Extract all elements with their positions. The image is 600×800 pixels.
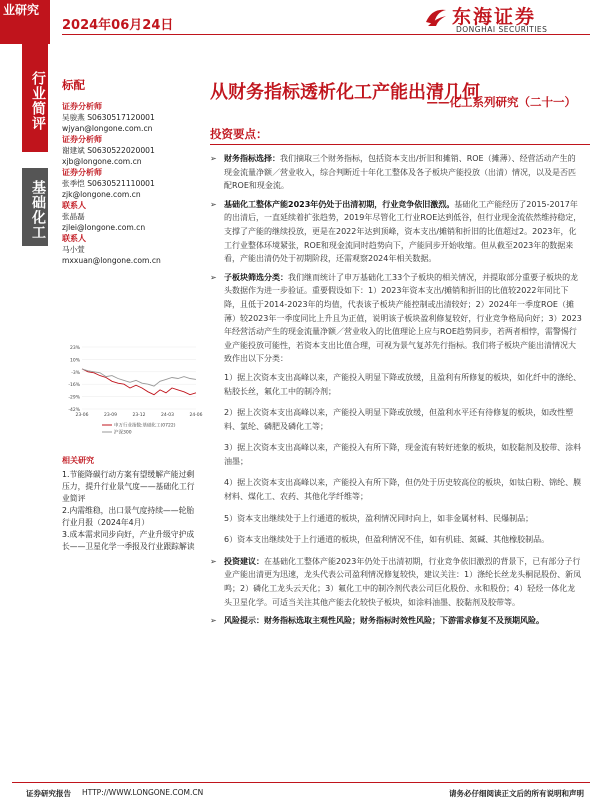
y-tick-label: 23% [69, 346, 80, 351]
bullet-risk-warning [210, 614, 582, 628]
header-divider [62, 34, 590, 35]
y-tick-label: -42% [68, 408, 80, 413]
legend-label: 沪深300 [114, 430, 132, 436]
bullet-overall-capacity [210, 198, 582, 266]
related-research-header: 相关研究 [62, 456, 94, 465]
logo-wave-icon [424, 4, 448, 28]
contact-name: 张晶磊 [62, 212, 85, 221]
key-points-divider [210, 144, 590, 145]
contact-label: 联系人 [62, 201, 86, 210]
bullet-arrow-icon: ➢ [210, 616, 217, 626]
bullet-arrow-icon: ➢ [210, 154, 217, 163]
analyst-label: 证券分析师 [62, 135, 102, 144]
footer-url[interactable]: HTTP://WWW.LONGONE.COM.CN [82, 788, 204, 797]
contact-name: 马小萱 [62, 245, 85, 254]
key-points-label: 投资要点： [210, 127, 268, 141]
x-tick-label: 23-09 [103, 413, 118, 418]
sidebar [62, 80, 200, 266]
section-tag-industry: 基础化工 [22, 168, 48, 246]
footer-disclaimer: 请务必仔细阅读正文后的所有说明和声明 [449, 789, 584, 798]
footer [12, 782, 590, 798]
bullet-text: 基础化工产能经历了2015-2017年的出清后，一直延续着扩张趋势，2019年尽管化工行业ROE达到低谷，但行业现金流依然维持稳定，支撑了产能的继续投放，更是在2022年达到顶峰，资本支出/摊销和折旧的比值超过2。2023年，化工行业整体环境紧张，ROE和现金流同时趋势向下，产能同步开始收缩。但从截至2023年的数据来看，产能出清仍处于初期阶段，还需观察2024年相关数据。 [224, 199, 582, 264]
analyst-name: 吴骏燕 S0630517120001 [62, 113, 155, 122]
bullet-lead: 投资建议： [224, 556, 264, 566]
report-title: 从财务指标透析化工产能出清几何 [210, 82, 480, 103]
bullet-lead: 子板块筛选分类： [224, 272, 288, 282]
analyst-block [62, 101, 200, 266]
x-tick-label: 23-12 [132, 413, 146, 418]
x-tick-label: 24-03 [160, 413, 175, 418]
related-research [62, 455, 200, 553]
category-item: 5）资本支出继续处于上行通道的板块，盈利情况同时向上，如非金属材料、民爆制品； [224, 513, 534, 523]
related-item[interactable]: 1.节能降碳行动方案有望缓解产能过剩压力，提升行业景气度——基础化工行业简评 [62, 470, 195, 503]
bullet-financial-indicators [210, 152, 582, 193]
bullet-text: 我们继而统计了申万基础化工33个子板块的相关情况，并提取部分重要子板块的龙头数据作为进一步验证。重要假设如下：1）2023年资本支出/摊销和折旧的比值较2022年同比下降，且低于2014-2023年的均值，代表该子板块产能控制或出清较好；2）2024年一季度ROE（摊薄）较2023年一季度同比上升且为正值，说明该子板块盈利修复较好，行业竞争格局向好；3）2023年经营活动产生的现金流量净额／营业收入的比值理论上应与ROE趋势同步，若两者相悖，需警惕行业产能投放可能性，若资本支出比值合理，可视为景气复苏先行指标。我们将子板块产能出清情况大致作出以下分类： [224, 272, 582, 364]
bullet-text: 财务指标选取主观性风险；财务指标时效性风险；下游需求修复不及预期风险。 [264, 616, 544, 626]
related-item[interactable]: 2.内需维稳，出口景气度持续——轮胎行业月报（2024年4月） [62, 506, 195, 527]
y-tick-label: -29% [68, 395, 80, 401]
bullet-arrow-icon: ➢ [210, 272, 217, 282]
y-tick-label: 10% [69, 358, 80, 364]
contact-email[interactable]: mxxuan@longone.com.cn [62, 256, 161, 265]
rating: 标配 [62, 78, 85, 92]
bullet-lead: 财务指标选择： [224, 154, 280, 163]
bullet-text: 在基础化工整体产能2023年仍处于出清初期，行业竞争依旧激烈的背景下，已有部分子行业产能出清更为迅速，龙头代表公司盈利情况修复较快，建议关注：1）涤纶长丝龙头桐昆股份、新凤鸣；2）磷化工龙头云天化；3）氟化工中的制冷剂代表公司巨化股份、永和股份；4）轻烃一体化龙头卫星化学。可适当关注其他产能去化较快子板块，如涂料油墨、胶黏剂及胶带等。 [224, 556, 582, 607]
analyst-name: 谢建斌 S0630522020001 [62, 146, 155, 155]
analyst-email[interactable]: zjk@longone.com.cn [62, 190, 141, 199]
report-date: 2024年06月24日 [62, 18, 174, 33]
related-item[interactable]: 3.成本需求同步向好，产业升级守护成长——卫星化学一季报及行业跟踪解读 [62, 530, 195, 551]
category-item: 4）据上次资本支出高峰以来，产能投入有所下降，但仍处于历史较高位的板块，如钛白粉、锦纶、膜材料、煤化工、农药、其他化学纤维等； [224, 478, 582, 502]
bullet-arrow-icon: ➢ [210, 199, 217, 209]
contact-label: 联系人 [62, 234, 86, 243]
category-item: 2）据上次资本支出高峰以来，产能投入明显下降或放缓，但盈利水平还有待修复的板块，如改性塑料、氯纶、磷肥及磷化工等； [224, 408, 574, 431]
legend-label: 申万行业指数:基础化工(0722) [114, 423, 176, 429]
bullet-text: 我们摘取三个财务指标，包括资本支出/折旧和摊销、ROE（摊薄）、经营活动产生的现金流量净额／营业收入，综合判断近十年化工整体及各子板块产能投放（出清）情况，以及是否匹配ROE和现金流。 [224, 154, 576, 191]
category-item: 6）资本支出继续处于上行通道的板块，但盈利情况不佳，如有机硅、氮碱、其他橡胶制品。 [224, 535, 550, 545]
logo-text-cn: 东海证券 [452, 6, 537, 28]
analyst-email[interactable]: wjyan@longone.com.cn [62, 124, 153, 133]
section-tag-brief: 行业简评 [22, 44, 48, 152]
bullet-arrow-icon: ➢ [210, 556, 217, 566]
bullet-lead: 风险提示： [224, 616, 264, 626]
bullet-investment-advice [210, 555, 582, 609]
company-logo [424, 2, 594, 34]
x-tick-label: 24-06 [189, 413, 203, 418]
analyst-label: 证券分析师 [62, 102, 102, 111]
category-item: 3）据上次资本支出高峰以来，产能投入有所下降，现金流有转好迹象的板块，如胶黏剂及胶带、涂料油墨； [224, 443, 582, 466]
contact-email[interactable]: zjlei@longone.com.cn [62, 223, 146, 232]
y-tick-label: -3% [71, 370, 80, 376]
footer-label: 证券研究报告 [26, 789, 71, 798]
bullet-subsector-screening [210, 271, 582, 366]
bullet-lead: 基础化工整体产能2023年仍处于出清初期，行业竞争依旧激烈。 [224, 199, 455, 209]
report-type-banner: 业研究 [0, 0, 50, 44]
analyst-label: 证券分析师 [62, 168, 102, 177]
logo-text-en: DONGHAI SECURITIES [456, 25, 548, 34]
y-tick-label: -16% [68, 383, 80, 389]
x-tick-label: 23-06 [75, 413, 89, 418]
main-content [210, 152, 582, 633]
series-line-1 [82, 369, 196, 386]
category-item: 1）据上次资本支出高峰以来，产能投入明显下降或放缓，且盈利有所修复的板块，如化纤中的涤纶、粘胶长丝，氟化工中的制冷剂； [224, 372, 582, 396]
analyst-name: 张季恺 S0630521110001 [62, 179, 155, 188]
analyst-email[interactable]: xjb@longone.com.cn [62, 157, 142, 166]
report-subtitle: ——化工系列研究（二十一） [426, 95, 576, 109]
performance-chart [62, 343, 203, 443]
